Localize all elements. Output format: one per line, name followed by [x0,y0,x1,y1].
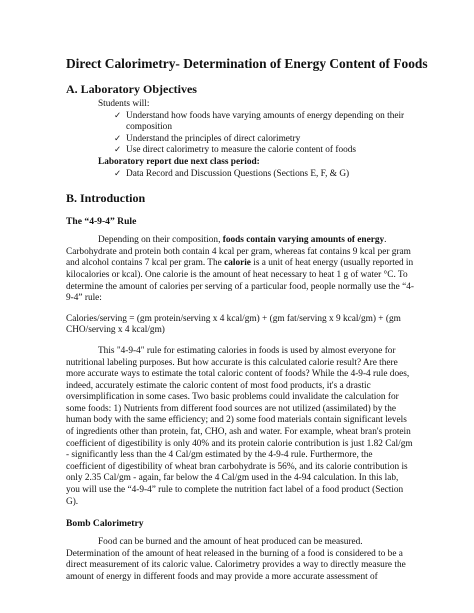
list-item: ✓ Data Record and Discussion Questions (Sections E, F, & G) [114,168,350,179]
bomb-calorimetry-paragraph: Food can be burned and the amount of heat produced can be measured. Determination of the amount of heat released in the burning of a food is considered to be a direct measurement of its caloric value. Calorimetry provides a way to directly measure the amount of energy in different foods and may provide a more accurate assessment of [66,537,406,582]
section-b-heading: B. Introduction [66,191,146,206]
section-a-heading: A. Laboratory Objectives [66,82,197,96]
list-item: ✓ Use direct calorimetry to measure the calorie content of foods [114,145,357,156]
objectives-lead: Students will: [98,99,150,109]
list-item: ✓ Understand how foods have varying amounts of energy depending on their composition [114,110,405,133]
check-mark-icon: ✓ [114,110,122,121]
page-title: Direct Calorimetry- Determination of Energy Content of Foods [66,56,428,71]
check-mark-icon: ✓ [114,145,122,156]
check-mark-icon: ✓ [114,133,122,144]
intro-paragraph: Depending on their composition, foods contain varying amounts of energy. Carbohydrate and protein both contain 4 kcal per gram, whereas fat contains 9 kcal per gram and alcohol contains 7 kcal per gram. The calorie is a unit of heat energy (usually reported in kilocalories or kcal). One calorie is the amount of heat necessary to heat 1 g of water °C. To determine the amount of calories per serving of a particular food, people normally use the “4-9-4” rule: [66,235,414,304]
list-item: ✓ Understand the principles of direct calorimetry [114,133,301,144]
objectives-list [66,111,414,157]
calorie-formula: Calories/serving = (gm protein/serving x 4 kcal/gm) + (gm fat/serving x 9 kcal/gm) + (gm CHO/serving x 4 kcal/gm) [66,313,401,336]
rule-heading: The “4-9-4” Rule [66,216,137,228]
check-mark-icon: ✓ [114,168,122,179]
report-list [66,169,414,181]
bomb-calorimetry-heading: Bomb Calorimetry [66,518,144,530]
report-heading: Laboratory report due next class period: [98,156,260,167]
rule-discussion-paragraph: This "4-9-4" rule for estimating calories in foods is used by almost everyone for nutritional labeling purposes. But how accurate is this calculated calorie result? Are there more accurate ways to estimate the total caloric content of foods? While the 4-9-4 rule does, indeed, accurately estimate the caloric content of most food products, it's a drastic oversimplification in some cases. Two basic problems could invalidate the calculation for some foods: 1) Nutrients from different food sources are not utilized (assimilated) by the human body with the same efficiency; and 2) some food materials contain significant levels of ingredients other than protein, fat, CHO, ash and water. For example, wheat bran's protein coefficient of digestibility is only 40% and its protein calorie contribution is just 1.82 Cal/gm - significantly less than the 4 Cal/gm estimated by the 4-9-4 rule. Furthermore, the coefficient of digestibility of wheat bran carbohydrate is 56%, and its calorie contribution is only 2.35 Cal/gm - again, far below the 4 Cal/gm used in the 4-94 calculation. In this lab, you will use the “4-9-4” rule to complete the nutrition fact label of a food product (Section G). [66,345,413,507]
